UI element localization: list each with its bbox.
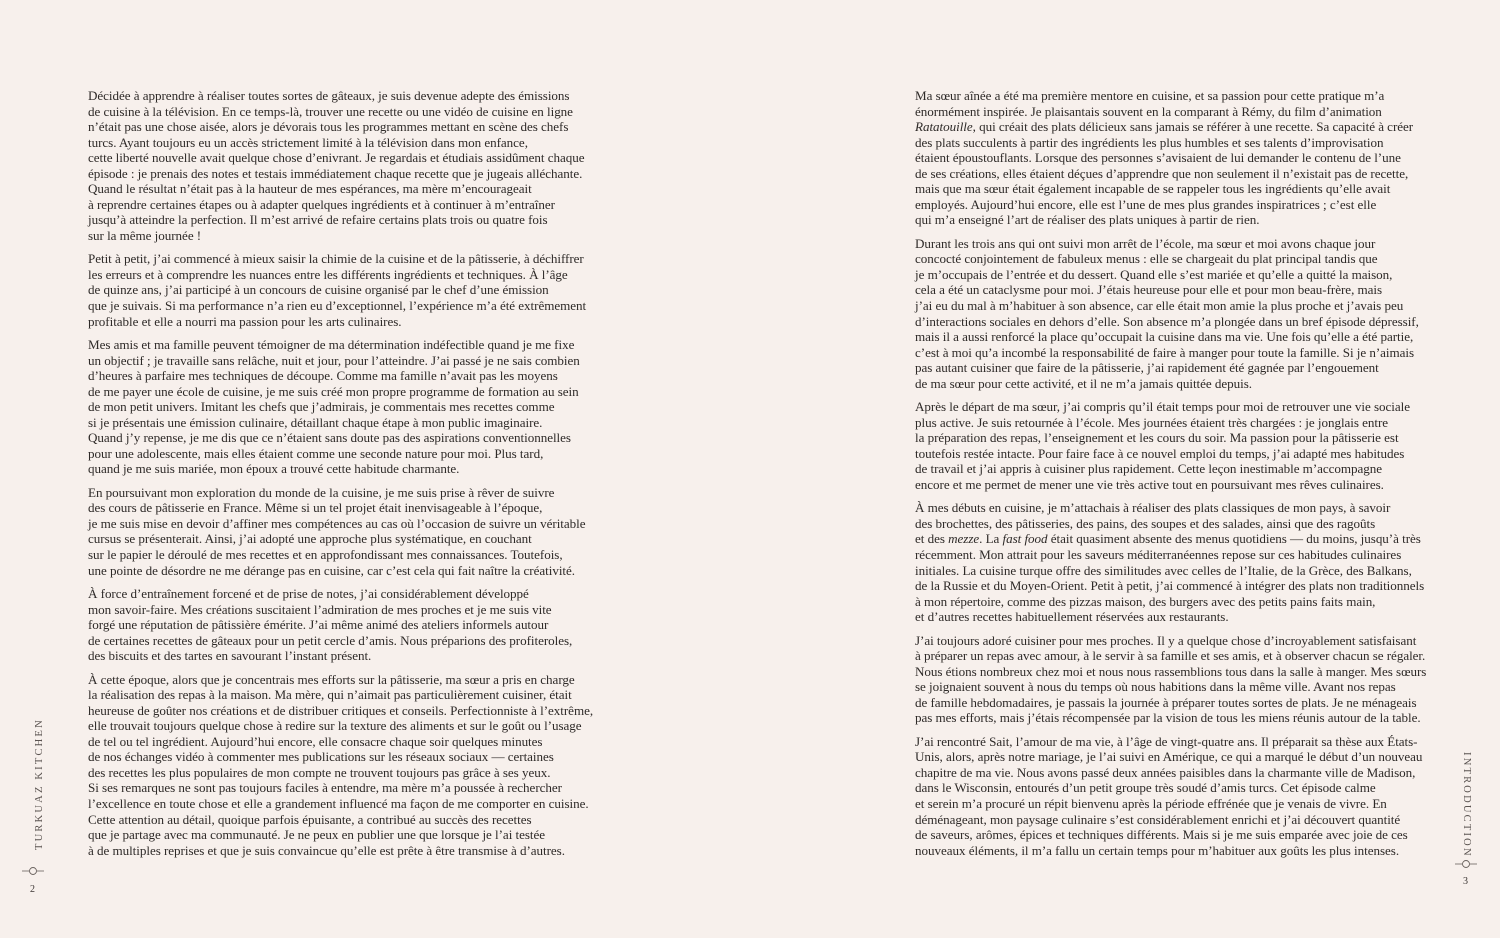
text-line: encore et me permet de mener une vie très active tout en poursuivant mes rêves culinaires. — [915, 476, 1384, 492]
text-line: d’heures à parfaire mes techniques de découpe. Comme ma famille n’avait pas les moyens — [88, 368, 558, 384]
text-line: l’excellence en toute chose et elle a grandement influencé ma façon de me comporter en cuisine. — [88, 795, 589, 811]
text-line: sur la même journée ! — [88, 227, 202, 243]
text-line: épisode : je prenais des notes et testais immédiatement chaque recette que je jugeais alléchante. — [88, 165, 583, 181]
text-line: Nous étions nombreux chez moi et nous nous rassemblions tous dans la salle à manger. Mes sœurs — [915, 663, 1427, 679]
text-line: je me suis mise en devoir d’affiner mes compétences au cas où l’occasion de suivre un véritable — [88, 515, 586, 531]
text-line: Cette attention au détail, quoique parfois épuisante, a contribué au succès des recettes — [88, 811, 532, 827]
text-line: des biscuits et des tartes en savourant l’instant présent. — [88, 648, 372, 664]
text-line: elle trouvait toujours quelque chose à redire sur la texture des aliments et sur le goût ou l’usage — [88, 718, 582, 734]
text-line: J’ai rencontré Sait, l’amour de ma vie, à l’âge de vingt-quatre ans. Il préparait sa thèse aux États- — [915, 733, 1418, 749]
text-line: J’ai toujours adoré cuisiner pour mes proches. Il y a quelque chose d’incroyablement satisfaisant — [915, 632, 1417, 648]
text-line: de ma sœur pour cette activité, et il ne m’a jamais quittée depuis. — [915, 375, 1252, 391]
text-line: de ses créations, elles étaient déçues d’apprendre que non seulement il n’existait pas de recette, — [915, 165, 1409, 181]
text-line: pas autant cuisiner que faire de la pâtisserie, j’ai rapidement été gagnée par l’engouement — [915, 360, 1379, 376]
text-line: plus active. Je suis retournée à l’école. Mes journées étaient très chargées : je jonglais entre — [915, 414, 1389, 430]
text-line: profitable et elle a nourri ma passion pour les arts culinaires. — [88, 313, 402, 329]
text-line: que je partage avec ma communauté. Je ne peux en publier une que lorsque je l’ai testée — [88, 827, 546, 843]
ornament-icon — [1455, 859, 1477, 869]
text-line: et serein m’a procuré un répit bienvenu après la période effrénée que je venais de vivre. En — [915, 795, 1387, 811]
text-line: de nos échanges vidéo à commenter mes publications sur les réseaux sociaux — certaines — [88, 749, 554, 765]
text-line: et d’autres recettes habituellement réservées aux restaurants. — [915, 609, 1229, 625]
text-line: de cuisine à la télévision. En ce temps-là, trouver une recette ou une vidéo de cuisine en ligne — [88, 103, 573, 119]
text-line: se joignaient souvent à nous du temps où nous habitions dans la même ville. Avant nos repas — [915, 679, 1396, 695]
text-line: Durant les trois ans qui ont suivi mon arrêt de l’école, ma sœur et moi avons chaque jour — [915, 235, 1376, 251]
paragraph — [915, 236, 1420, 391]
text-line: chapitre de ma vie. Nous avons passé deux années paisibles dans la charmante ville de Madison, — [915, 764, 1416, 780]
text-line: concocté conjointement de fabuleux menus : elle se chargeait du plat principal tandis que — [915, 251, 1378, 267]
text-line: à de multiples reprises et que je suis convaincue qu’elle est prête à être transmise à d’autres. — [88, 842, 565, 858]
text-line: que je suivais. Si ma performance n’a rien eu d’exceptionnel, l’expérience m’a été extrêmement — [88, 298, 587, 313]
page-number-left: 2 — [30, 884, 35, 895]
text-line: déménageant, mon paysage culinaire s’est considérablement enrichi et j’ai découvert quantité — [915, 811, 1401, 827]
text-line: Décidée à apprendre à réaliser toutes sortes de gâteaux, je suis devenue adepte des émissions — [88, 88, 570, 103]
running-head-right: INTRODUCTION — [1461, 752, 1472, 858]
text-line: de me payer une école de cuisine, je me suis créé mon propre programme de formation au sein — [88, 383, 579, 399]
text-line: mon savoir-faire. Mes créations suscitaient l’admiration de mes proches et je me suis vite — [88, 601, 552, 617]
text-line: Quand j’y repense, je me dis que ce n’étaient sans doute pas des aspirations conventionnelles — [88, 430, 571, 446]
text-line: À cette époque, alors que je concentrais mes efforts sur la pâtisserie, ma sœur a pris en charge — [88, 671, 575, 687]
text-line: de mon petit univers. Imitant les chefs que j’admirais, je commentais mes recettes comme — [88, 399, 555, 415]
ornament-icon — [22, 866, 44, 876]
text-line: Ma sœur aînée a été ma première mentore en cuisine, et sa passion pour cette pratique m’a — [915, 88, 1385, 103]
text-line: des cours de pâtisserie en France. Même si un tel projet était inenvisageable à l’époque, — [88, 500, 543, 516]
text-line: cursus se présenterait. Ainsi, j’ai adopté une approche plus systématique, en couchant — [88, 531, 532, 547]
text-line: d’interactions sociales en dehors d’elle. Son absence m’a plongée dans un bref épisode dépressif, — [915, 313, 1419, 329]
text-line: À force d’entraînement forcené et de prise de notes, j’ai considérablement développé — [88, 585, 529, 601]
text-line: la préparation des repas, l’enseignement et les cours du soir. Ma passion pour la pâtisserie est — [915, 430, 1399, 446]
text-line: pas mes efforts, mais j’étais récompensée par la vision de tous les miens réunis autour de la table. — [915, 710, 1421, 726]
text-line: de quinze ans, j’ai participé à un concours de cuisine organisé par le chef d’une émission — [88, 282, 549, 298]
text-line: si je présentais une émission culinaire, détaillant chaque étape à mon public imaginaire. — [88, 414, 543, 430]
text-line: à préparer un repas avec amour, à le servir à sa famille et ses amis, et à observer chacun se régaler. — [915, 648, 1426, 664]
text-line: cette liberté nouvelle avait quelque chose d’enivrant. Je regardais et étudiais assidûment chaque — [88, 150, 585, 166]
text-line: Si ses remarques ne sont pas toujours faciles à entendre, ma mère m’a poussée à rechercher — [88, 780, 562, 796]
text-line: étaient époustouflants. Lorsque des personnes s’avisaient de lui demander le contenu de l’une — [915, 150, 1401, 166]
text-line: de travail et j’ai appris à cuisiner plus rapidement. Cette leçon inestimable m’accompagne — [915, 461, 1383, 477]
text-line: de certaines recettes de gâteaux pour un petit cercle d’amis. Nous préparions des profiteroles, — [88, 632, 573, 648]
running-head-left: TURKUAZ KITCHEN — [34, 718, 45, 850]
text-line: de la Russie et du Moyen-Orient. Petit à petit, j’ai commencé à intégrer des plats non traditionnels — [915, 578, 1425, 594]
text-line: mais il a aussi renforcé la place qu’occupait la cuisine dans ma vie. Une fois qu’elle a été partie, — [915, 329, 1414, 345]
text-line: je m’occupais de l’entrée et du dessert. Quand elle s’est mariée et qu’elle a quitté la maison, — [915, 266, 1393, 282]
right-page — [750, 0, 1500, 938]
text-line: Petit à petit, j’ai commencé à mieux saisir la chimie de la cuisine et de la pâtisserie, à déchiffrer — [88, 251, 584, 267]
text-line: toutefois restée intacte. Pour faire face à ce nouvel emploi du temps, j’ai adapté mes habitudes — [915, 445, 1405, 461]
text-line: employés. Aujourd’hui encore, elle est l’une de mes plus grandes inspiratrices ; c’est elle — [915, 196, 1377, 212]
text-line: des plats succulents à partir des ingrédients les plus humbles et ses talents d’improvisation — [915, 134, 1384, 150]
text-line: Ratatouille, qui créait des plats délicieux sans jamais se référer à une recette. Sa capacité à créer — [915, 119, 1414, 135]
text-line: n’était pas une chose aisée, alors je dévorais tous les programmes mettant en scène des chefs — [88, 119, 569, 135]
text-line: Après le départ de ma sœur, j’ai compris qu’il était temps pour moi de retrouver une vie sociale — [915, 399, 1410, 415]
text-line: turcs. Ayant toujours eu un accès strictement limité à la télévision dans mon enfance, — [88, 134, 528, 150]
text-line: Quand le résultat n’était pas à la hauteur de mes espérances, ma mère m’encourageait — [88, 181, 532, 197]
text-line: un objectif ; je travaille sans relâche, nuit et jour, pour l’atteindre. J’ai passé je ne sais combien — [88, 352, 580, 368]
paragraph — [88, 586, 593, 664]
text-line: qui m’a enseigné l’art de réaliser des plats uniques à partir de rien. — [915, 212, 1260, 228]
text-line: j’ai eu du mal à m’habituer à son absence, car elle était mon amie la plus proche et j’avais peu — [915, 298, 1404, 313]
text-line: À mes débuts en cuisine, je m’attachais à réaliser des plats classiques de mon pays, à savoir — [915, 500, 1391, 516]
page-number-right: 3 — [1463, 876, 1468, 887]
text-line: des recettes les plus populaires de mon compte ne trouvent toujours pas grâce à ses yeux. — [88, 764, 551, 780]
left-text-column — [88, 88, 593, 866]
text-line: c’est à moi qu’a incombé la responsabilité de faire à manger pour toute la famille. Si je n’aimais — [915, 344, 1415, 360]
paragraph — [915, 399, 1420, 492]
paragraph — [915, 88, 1420, 228]
text-line: à mon répertoire, comme des pizzas maison, des burgers avec des petits pains faits main, — [915, 593, 1376, 609]
paragraph — [88, 337, 593, 477]
text-line: nouveaux éléments, il m’a fallu un certain temps pour m’habituer aux goûts les plus intenses. — [915, 842, 1400, 858]
text-line: jusqu’à atteindre la perfection. Il m’est arrivé de refaire certains plats trois ou quatre fois — [88, 212, 548, 228]
text-line: heureuse de goûter nos créations et de distribuer critiques et conseils. Perfectionniste à l’extrême, — [88, 702, 594, 718]
text-line: forgé une réputation de pâtissière émérite. J’ai même animé des ateliers informels autour — [88, 617, 549, 633]
text-line: énormément inspirée. Je plaisantais souvent en la comparant à Rémy, du film d’animation — [915, 103, 1382, 119]
text-line: pour une adolescente, mais elles étaient comme une seconde nature pour moi. Plus tard, — [88, 445, 544, 461]
paragraph — [915, 632, 1427, 726]
text-line: de saveurs, arômes, épices et techniques différents. Mais si je me suis emparée avec joie de ces — [915, 827, 1408, 843]
right-text-column — [915, 88, 1427, 866]
paragraph — [915, 500, 1425, 625]
text-line: récemment. Mon attrait pour les saveurs méditerranéennes repose sur ces habitudes culinaires — [915, 546, 1402, 562]
paragraph — [88, 485, 593, 578]
text-line: mais que ma sœur était également incapable de se rappeler tous les ingrédients qu’elle avait — [915, 181, 1391, 197]
text-line: cela a été un cataclysme pour moi. J’étais heureuse pour elle et pour mon beau-frère, mais — [915, 282, 1383, 298]
text-line: de tel ou tel ingrédient. Aujourd’hui encore, elle consacre chaque soir quelques minutes — [88, 733, 543, 749]
text-line: En poursuivant mon exploration du monde de la cuisine, je me suis prise à rêver de suivre — [88, 484, 555, 500]
text-line: une pointe de désordre ne me dérange pas en cuisine, car c’est cela qui fait naître la créativité. — [88, 562, 575, 578]
text-line: les erreurs et à comprendre les nuances entre les différents ingrédients et techniques. À l’âge — [88, 266, 568, 282]
text-line: initiales. La cuisine turque offre des similitudes avec celles de l’Italie, de la Grèce, des Balkans, — [915, 562, 1412, 578]
text-line: dans le Wisconsin, entourés d’un petit groupe très soudé d’amis turcs. Cet épisode calme — [915, 780, 1376, 796]
text-line: sur le papier le déroulé de mes recettes et en approfondissant mes connaissances. Toutefois, — [88, 546, 563, 562]
paragraph — [915, 733, 1423, 858]
text-line: quand je me suis mariée, mon époux a trouvé cette habitude charmante. — [88, 461, 460, 477]
text-line: de famille hebdomadaires, je passais la journée à préparer toutes sortes de plats. Je ne ménageais — [915, 694, 1417, 710]
text-line: et des mezze. La fast food était quasiment absente des menus quotidiens — du moins, jusqu’à très — [915, 531, 1421, 547]
text-line: des brochettes, des pâtisseries, des pains, des soupes et des salades, ainsi que des ragoûts — [915, 515, 1376, 531]
paragraph — [88, 251, 593, 329]
text-line: à reprendre certaines étapes ou à adapter quelques ingrédients et à continuer à m’entraîner — [88, 196, 555, 212]
paragraph — [88, 88, 593, 243]
paragraph — [88, 672, 593, 859]
text-line: la réalisation des repas à la maison. Ma mère, qui n’aimait pas particulièrement cuisiner, était — [88, 687, 572, 703]
text-line: Mes amis et ma famille peuvent témoigner de ma détermination indéfectible quand je me fixe — [88, 336, 575, 352]
text-line: Unis, alors, après notre mariage, je l’ai suivi en Amérique, ce qui a marqué le début d’un nouveau — [915, 749, 1423, 765]
